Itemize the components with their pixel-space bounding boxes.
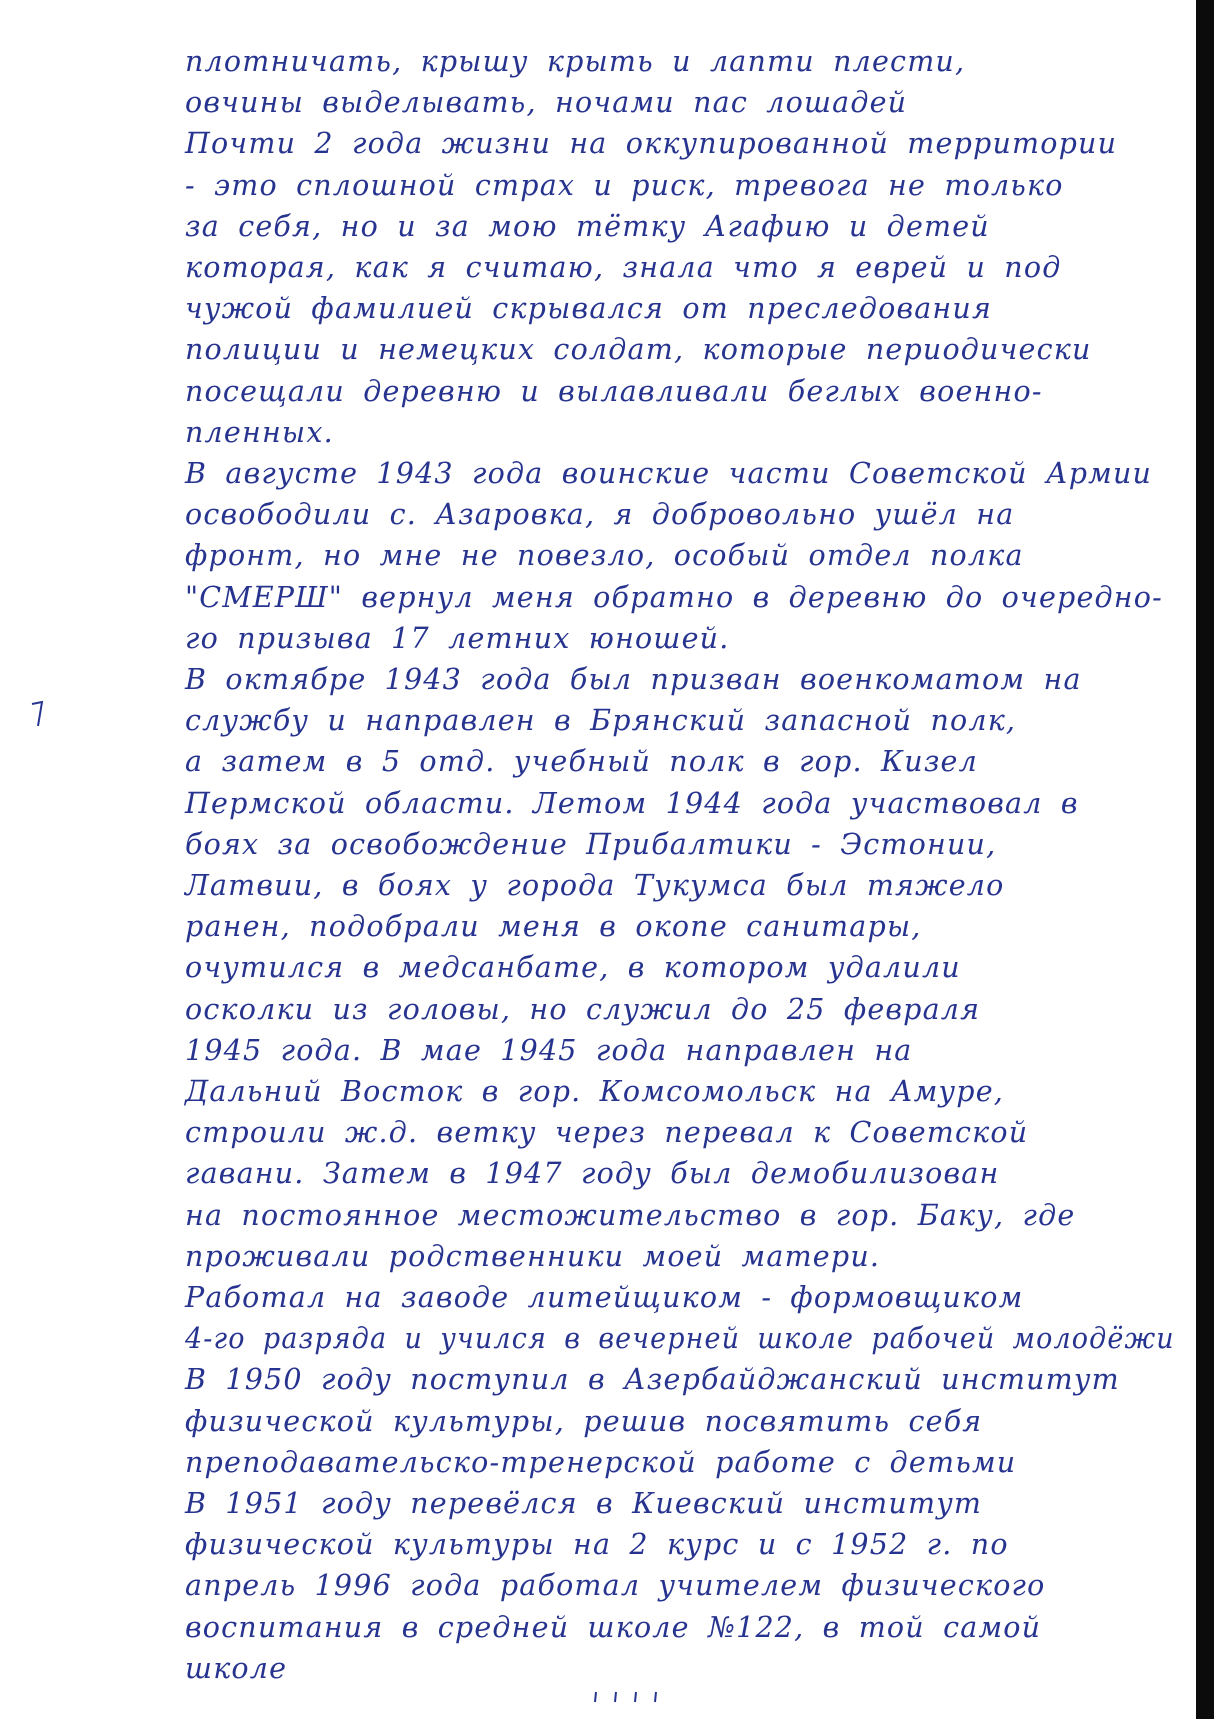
text-line: службу и направлен в Брянский запасной полк, <box>185 704 1017 738</box>
text-line: а затем в 5 отд. учебный полк в гор. Кизел <box>185 745 978 779</box>
text-line: 1945 года. В мае 1945 года направлен на <box>185 1033 913 1067</box>
text-line: плотничать, крышу крыть и лапти плести, <box>185 45 966 78</box>
text-line: Пермской области. Летом 1944 года участвовал в <box>185 786 1079 820</box>
text-line: за себя, но и за мою тётку Агафию и детей <box>185 209 990 243</box>
text-line: осколки из головы, но служил до 25 февраля <box>185 992 981 1026</box>
text-line: на постоянное местожительство в гор. Баку, где <box>185 1198 1076 1232</box>
text-line: школе <box>185 1651 288 1685</box>
text-line: В 1951 году перевёлся в Киевский институт <box>185 1487 983 1520</box>
text-line: воспитания в средней школе №122, в той самой <box>185 1610 1042 1644</box>
text-line: полиции и немецких солдат, которые периодически <box>185 333 1092 367</box>
text-line: пленных. <box>185 415 334 449</box>
text-line: апрель 1996 года работал учителем физического <box>185 1569 1046 1603</box>
text-line: 4-го разряда и учился в вечерней школе рабочей молодёжи <box>185 1322 1175 1356</box>
text-line: физической культуры на 2 курс и с 1952 г. по <box>185 1528 1009 1562</box>
text-line: чужой фамилией скрывался от преследования <box>185 292 993 326</box>
scan-border-strip <box>1196 0 1214 1719</box>
text-line: освободили с. Азаровка, я добровольно ушёл на <box>185 498 1015 532</box>
text-line: В октябре 1943 года был призван военкоматом на <box>185 663 1082 696</box>
text-line: очутился в медсанбате, в котором удалили <box>185 951 961 985</box>
text-line: посещали деревню и вылавливали беглых военно- <box>185 374 1043 408</box>
text-line: го призыва 17 летних юношей. <box>185 621 730 655</box>
text-line: боях за освобождение Прибалтики - Эстонии, <box>185 827 997 861</box>
text-line: овчины выделывать, ночами пас лошадей <box>185 86 908 120</box>
text-line: проживали родственники моей матери. <box>185 1239 881 1273</box>
text-line: гавани. Затем в 1947 году был демобилизован <box>185 1157 1000 1191</box>
margin-tick-mark <box>30 700 46 728</box>
text-line: которая, как я считаю, знала что я еврей и под <box>185 251 1062 284</box>
text-line: В 1950 году поступил в Азербайджанский институт <box>185 1363 1120 1397</box>
text-line: ранен, подобрали меня в окопе санитары, <box>185 910 922 944</box>
bottom-ink-marks <box>590 1690 670 1704</box>
text-line: Латвии, в боях у города Тукумса был тяжело <box>185 869 1005 902</box>
text-line: физической культуры, решив посвятить себя <box>185 1404 983 1438</box>
text-line: Дальний Восток в гор. Комсомольск на Амуре, <box>185 1075 1005 1108</box>
text-line: строили ж.д. ветку через перевал к Советской <box>185 1116 1029 1150</box>
text-line: фронт, но мне не повезло, особый отдел полка <box>185 539 1024 573</box>
text-line: преподавательско-тренерской работе с детьми <box>185 1445 1017 1479</box>
text-line: В августе 1943 года воинские части Советской Армии <box>185 457 1153 490</box>
text-line: Почти 2 года жизни на оккупированной территории <box>185 127 1118 161</box>
text-line: "СМЕРШ" вернул меня обратно в деревню до очередно- <box>185 580 1163 614</box>
text-line: Работал на заводе литейщиком - формовщиком <box>185 1281 1024 1314</box>
text-line: - это сплошной страх и риск, тревога не только <box>185 168 1064 202</box>
